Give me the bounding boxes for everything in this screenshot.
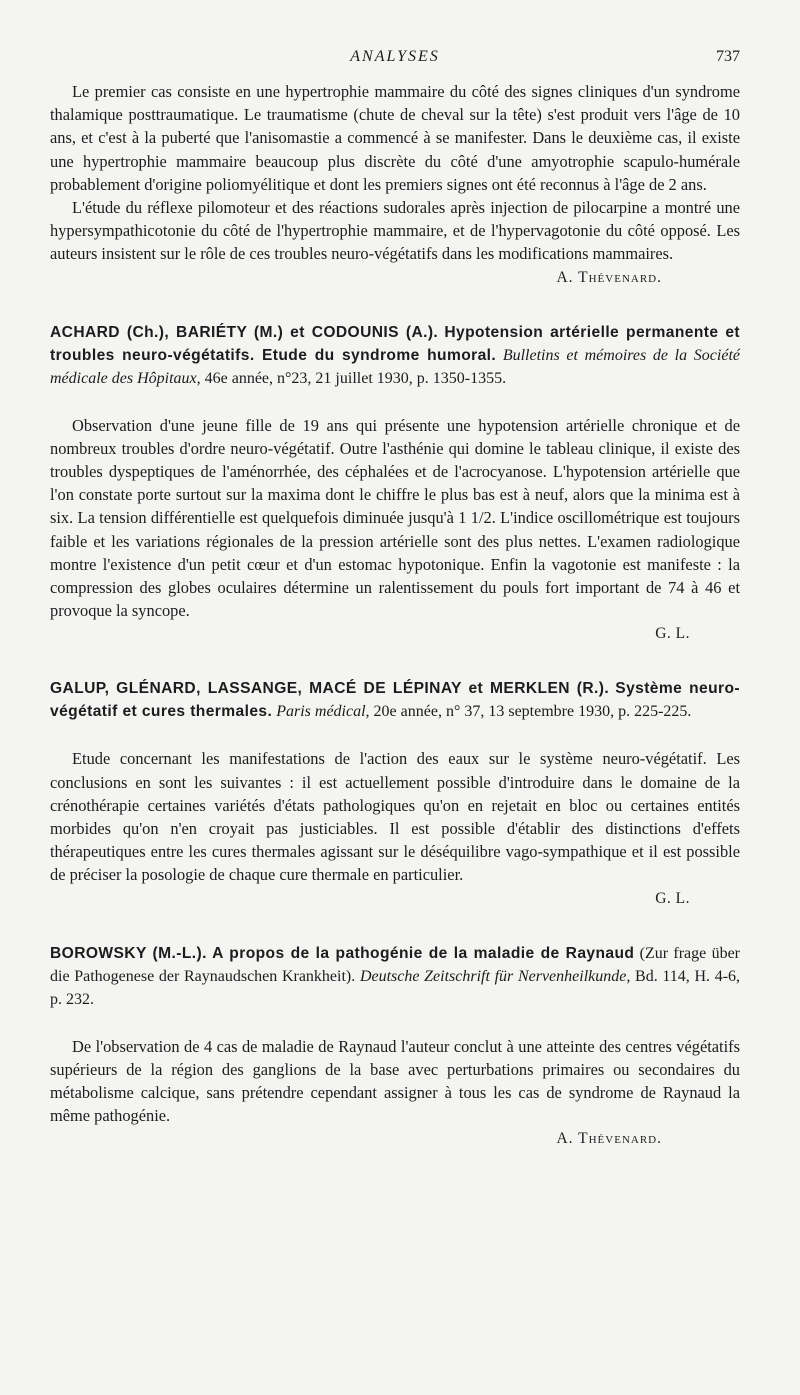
citation-details: 46e année, n°23, 21 juillet 1930, p. 1350-1355. [204, 369, 507, 387]
abstract-signature: G. L. [655, 625, 690, 643]
abstract-signature: G. L. [655, 889, 690, 907]
entry-borowsky [50, 942, 740, 1151]
citation-title: A propos de la pathogénie de la maladie de Raynaud [212, 944, 635, 962]
citation-journal: Deutsche Zeitschrift für Nervenheilkunde, [359, 967, 631, 985]
abstract-signature: A. Thévenard. [556, 1130, 662, 1148]
entry-achard [50, 321, 740, 646]
abstract-body: Observation d'une jeune fille de 19 ans qui présente une hypotension artérielle chronique et de nombreux troubles d'ordre neuro-végétatif. Outre l'asthénie qui domine le tableau clinique, il existe des troubles dyspeptiques de l'aménorrhée, des céphalées et de l'acrocyanose. L'hypotension artérielle que l'on constate porte surtout sur la maxima dont le chiffre le plus bas est à neuf, alors que la minima est à six. La tension différentielle est quelquefois diminuée jusqu'à 1 1/2. L'indice oscillométrique est toujours faible et les variations régionales de la pression artérielle sont des plus nettes. L'examen radiologique montre l'existence d'un petit cœur et d'un estomac hypotonique. Enfin la vagotonie est manifeste : la compression des globes oculaires détermine un ralentissement du pouls fort important de 74 à 46 et provoque la syncope. [50, 415, 740, 621]
running-title: ANALYSES [350, 48, 440, 65]
intro-signature: A. Thévenard. [556, 268, 662, 286]
page-content [50, 80, 740, 1150]
page-number: 737 [716, 48, 740, 65]
citation-title: Système neuro-végétatif et cures thermales. [50, 680, 741, 721]
intro-paragraph-2: L'étude du réflexe pilomoteur et des réactions sudorales après injection de pilocarpine a montré une hypersympathicotonie du côté de l'hypertrophie mammaire, et de l'hypervagotonie du côté opposé. Les auteurs insistent sur le rôle de ces troubles neuro-végétatifs dans les modifications mammaires. [50, 198, 740, 264]
citation-authors: GALUP, GLÉNARD, LASSANGE, MACÉ DE LÉPINAY et MERKLEN (R.). [50, 680, 610, 698]
citation-authors: BOROWSKY (M.-L.). [50, 944, 207, 962]
citation-authors: ACHARD (Ch.), BARIÉTY (M.) et CODOUNIS (A.). [50, 323, 439, 341]
citation-journal: Paris médical, [276, 703, 370, 721]
intro-paragraph-1: Le premier cas consiste en une hypertrophie mammaire du côté des signes cliniques d'un syndrome thalamique posttraumatique. Le traumatisme (chute de cheval sur la tête) s'est produit vers l'âge de 10 ans, et c'est à la puberté que l'anisomastie a commencé à se manifester. Dans le deuxième cas, il existe une hypertrophie mammaire beaucoup plus discrète du côté d'une amyotrophie scapulo-humérale probablement d'origine poliomyélitique et dont les premiers signes ont été reconnus à l'âge de 2 ans. [50, 82, 740, 194]
abstract-body: De l'observation de 4 cas de maladie de Raynaud l'auteur conclut à une atteinte des centres végétatifs supérieurs de la région des ganglions de la base avec perturbations primaires ou secondaires du métabolisme calcique, sans prétendre cependant assigner à tous les cas de syndrome de Raynaud la même pathogénie. [50, 1036, 740, 1126]
citation-details: Bd. 114, H. 4-6, p. 232. [50, 967, 741, 1008]
intro-section [50, 80, 740, 289]
citation [50, 321, 740, 390]
citation-journal-pre: (Zur frage über die Pathogenese der Raynaudschen Krankheit). [50, 944, 741, 985]
abstract-body: Etude concernant les manifestations de l'action des eaux sur le système neuro-végétatif. Les conclusions en sont les suivantes : il est actuellement possible d'introduire dans le domaine de la crénothérapie certaines variétés d'états pathologiques qu'on en rejetait en bloc ou certaines entités morbides qu'on n'en croyait pas justiciables. Il est possible d'établir des distinctions d'effets thérapeutiques entre les cures thermales agissant sur le déséquilibre vago-sympathique et il est possible de préciser la posologie de chaque cure thermale en particulier. [50, 749, 740, 885]
entry-galup [50, 677, 740, 909]
page-header [50, 48, 740, 74]
citation [50, 677, 740, 723]
citation-title: Hypotension artérielle permanente et troubles neuro-végétatifs. Etude du syndrome humoral. [50, 323, 741, 364]
citation-details: 20e année, n° 37, 13 septembre 1930, p. 225-225. [373, 703, 692, 721]
citation [50, 942, 740, 1011]
citation-journal: Bulletins et mémoires de la Société médicale des Hôpitaux, [50, 346, 740, 387]
